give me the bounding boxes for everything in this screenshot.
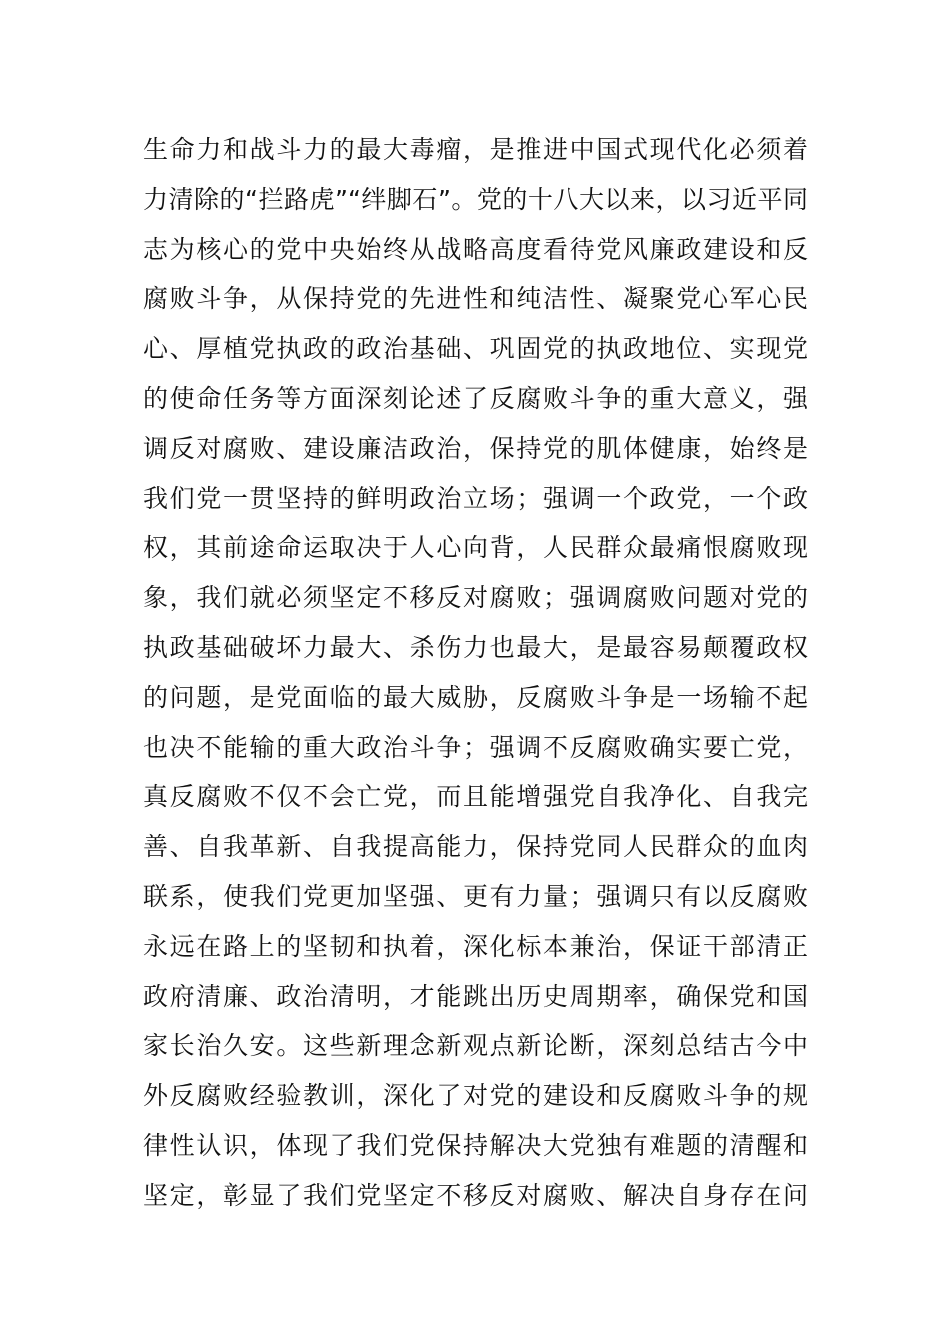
text-line: 的问题，是党面临的最大威胁，反腐败斗争是一场输不起 [143, 682, 808, 712]
text-line: 权，其前途命运取决于人心向背，人民群众最痛恨腐败现 [143, 533, 808, 563]
text-line: 家长治久安。这些新理念新观点新论断，深刻总结古今中 [143, 1031, 808, 1061]
text-line: 象，我们就必须坚定不移反对腐败；强调腐败问题对党的 [143, 583, 808, 613]
text-line: 永远在路上的坚韧和执着，深化标本兼治，保证干部清正 [143, 931, 808, 961]
text-line: 心、厚植党执政的政治基础、巩固党的执政地位、实现党 [143, 334, 808, 364]
text-line: 调反对腐败、建设廉洁政治，保持党的肌体健康，始终是 [143, 433, 808, 463]
text-line: 律性认识，体现了我们党保持解决大党独有难题的清醒和 [143, 1130, 808, 1160]
text-line: 坚定，彰显了我们党坚定不移反对腐败、解决自身存在问 [143, 1180, 808, 1210]
text-line: 也决不能输的重大政治斗争；强调不反腐败确实要亡党， [143, 732, 808, 762]
text-line: 力清除的“拦路虎”“绊脚石”。党的十八大以来，以习近平同 [143, 184, 808, 214]
text-line: 外反腐败经验教训，深化了对党的建设和反腐败斗争的规 [143, 1081, 808, 1111]
text-line: 腐败斗争，从保持党的先进性和纯洁性、凝聚党心军心民 [143, 284, 808, 314]
text-line: 执政基础破坏力最大、杀伤力也最大，是最容易颠覆政权 [143, 632, 808, 662]
text-line: 真反腐败不仅不会亡党，而且能增强党自我净化、自我完 [143, 782, 808, 812]
text-line: 的使命任务等方面深刻论述了反腐败斗争的重大意义，强 [143, 383, 808, 413]
body-paragraph [143, 125, 808, 1221]
text-line: 联系，使我们党更加坚强、更有力量；强调只有以反腐败 [143, 881, 808, 911]
text-line: 政府清廉、政治清明，才能跳出历史周期率，确保党和国 [143, 981, 808, 1011]
text-line: 善、自我革新、自我提高能力，保持党同人民群众的血肉 [143, 832, 808, 862]
text-line: 志为核心的党中央始终从战略高度看待党风廉政建设和反 [143, 234, 808, 264]
text-line: 生命力和战斗力的最大毒瘤，是推进中国式现代化必须着 [143, 135, 808, 164]
text-line: 我们党一贯坚持的鲜明政治立场；强调一个政党，一个政 [143, 483, 808, 513]
